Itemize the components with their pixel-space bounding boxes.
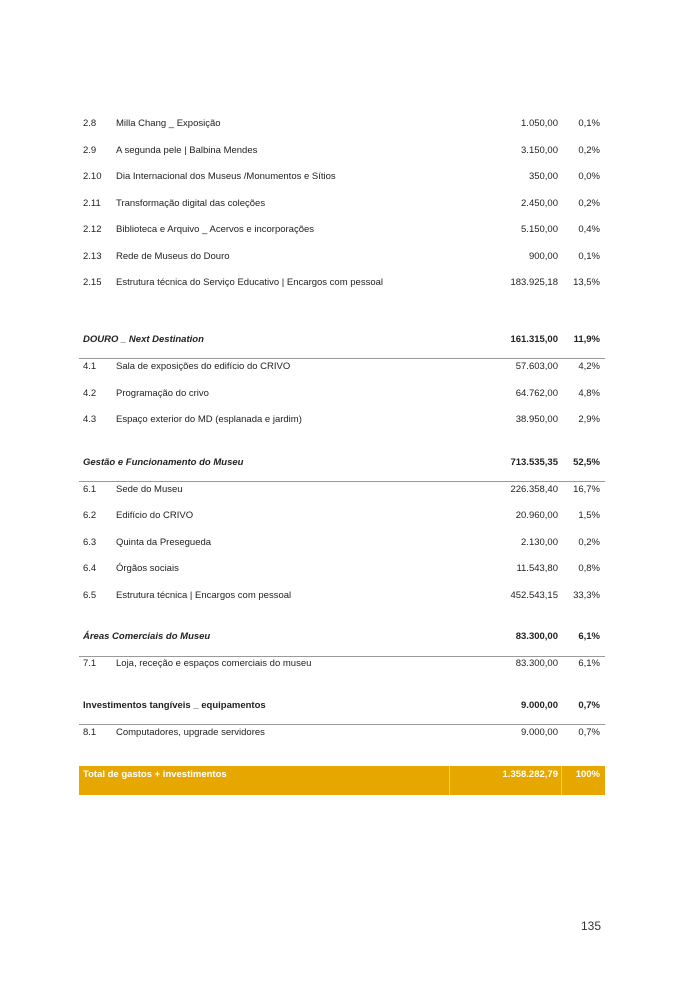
item-description: Estrutura técnica do Serviço Educativo | Encargos com pessoal [116, 277, 384, 288]
section-title: Investimentos tangíveis _ equipamentos [83, 700, 266, 711]
item-value: 38.950,00 [515, 414, 558, 425]
item-description: A segunda pele | Balbina Mendes [116, 145, 258, 156]
total-row [79, 766, 605, 795]
section-value: 9.000,00 [521, 700, 558, 711]
section-value: 713.535,35 [510, 457, 558, 468]
item-value: 2.450,00 [521, 198, 558, 209]
item-percent: 0,7% [578, 727, 600, 738]
item-description: Sede do Museu [116, 484, 183, 495]
item-percent: 16,7% [573, 484, 600, 495]
item-value: 2.130,00 [521, 537, 558, 548]
item-description: Loja, receção e espaços comerciais do museu [116, 658, 312, 669]
item-value: 57.603,00 [515, 361, 558, 372]
item-number: 8.1 [83, 727, 97, 738]
item-number: 2.10 [83, 171, 102, 182]
column-separator [561, 766, 562, 795]
section-divider [79, 724, 605, 725]
page-number: 135 [581, 919, 602, 933]
item-description: Órgãos sociais [116, 563, 179, 574]
section-title: DOURO _ Next Destination [83, 334, 204, 345]
item-value: 20.960,00 [515, 510, 558, 521]
item-percent: 0,4% [578, 224, 600, 235]
section-percent: 11,9% [573, 334, 600, 345]
item-value: 1.050,00 [521, 118, 558, 129]
item-percent: 33,3% [573, 590, 600, 601]
section-divider [79, 358, 605, 359]
item-description: Espaço exterior do MD (esplanada e jardim) [116, 414, 302, 425]
item-number: 4.2 [83, 388, 97, 399]
item-percent: 6,1% [578, 658, 600, 669]
section-percent: 52,5% [573, 457, 600, 468]
item-percent: 0,1% [578, 118, 600, 129]
item-percent: 4,8% [578, 388, 600, 399]
item-value: 9.000,00 [521, 727, 558, 738]
item-value: 452.543,15 [510, 590, 558, 601]
item-description: Sala de exposições do edifício do CRIVO [116, 361, 291, 372]
item-number: 7.1 [83, 658, 97, 669]
item-percent: 0,0% [578, 171, 600, 182]
item-value: 5.150,00 [521, 224, 558, 235]
item-value: 64.762,00 [515, 388, 558, 399]
item-value: 226.358,40 [510, 484, 558, 495]
item-number: 6.1 [83, 484, 97, 495]
item-percent: 0,2% [578, 537, 600, 548]
item-value: 350,00 [528, 171, 558, 182]
item-number: 6.4 [83, 563, 97, 574]
item-number: 6.5 [83, 590, 97, 601]
item-number: 2.12 [83, 224, 102, 235]
item-number: 4.3 [83, 414, 97, 425]
section-divider [79, 481, 605, 482]
item-value: 83.300,00 [515, 658, 558, 669]
item-percent: 0,2% [578, 198, 600, 209]
section-title: Áreas Comerciais do Museu [83, 631, 211, 642]
item-description: Edifício do CRIVO [116, 510, 194, 521]
section-percent: 6,1% [578, 631, 600, 642]
item-value: 900,00 [528, 251, 558, 262]
item-description: Rede de Museus do Douro [116, 251, 230, 262]
item-percent: 13,5% [573, 277, 600, 288]
total-title: Total de gastos + investimentos [83, 769, 227, 780]
item-percent: 0,8% [578, 563, 600, 574]
item-percent: 0,2% [578, 145, 600, 156]
section-divider [79, 656, 605, 657]
item-description: Programação do crivo [116, 388, 209, 399]
item-number: 2.8 [83, 118, 97, 129]
section-value: 83.300,00 [515, 631, 558, 642]
item-percent: 4,2% [578, 361, 600, 372]
total-value: 1.358.282,79 [502, 769, 558, 780]
item-number: 2.13 [83, 251, 102, 262]
item-description: Transformação digital das coleções [116, 198, 266, 209]
item-number: 2.11 [83, 198, 101, 209]
item-percent: 1,5% [578, 510, 600, 521]
section-title: Gestão e Funcionamento do Museu [83, 457, 244, 468]
item-description: Biblioteca e Arquivo _ Acervos e incorporações [116, 224, 315, 235]
item-number: 2.9 [83, 145, 97, 156]
item-description: Milla Chang _ Exposição [116, 118, 221, 129]
total-percent: 100% [575, 769, 600, 780]
item-percent: 0,1% [578, 251, 600, 262]
item-value: 183.925,18 [510, 277, 558, 288]
item-description: Quinta da Presegueda [116, 537, 212, 548]
item-number: 6.2 [83, 510, 97, 521]
item-value: 3.150,00 [521, 145, 558, 156]
section-percent: 0,7% [578, 700, 600, 711]
item-description: Estrutura técnica | Encargos com pessoal [116, 590, 292, 601]
item-description: Computadores, upgrade servidores [116, 727, 265, 738]
item-value: 11.543,80 [516, 563, 558, 574]
item-number: 2.15 [83, 277, 102, 288]
item-number: 4.1 [83, 361, 97, 372]
item-percent: 2,9% [578, 414, 600, 425]
item-number: 6.3 [83, 537, 97, 548]
item-description: Dia Internacional dos Museus /Monumentos e Sítios [116, 171, 336, 182]
column-separator [449, 766, 450, 795]
section-value: 161.315,00 [510, 334, 558, 345]
